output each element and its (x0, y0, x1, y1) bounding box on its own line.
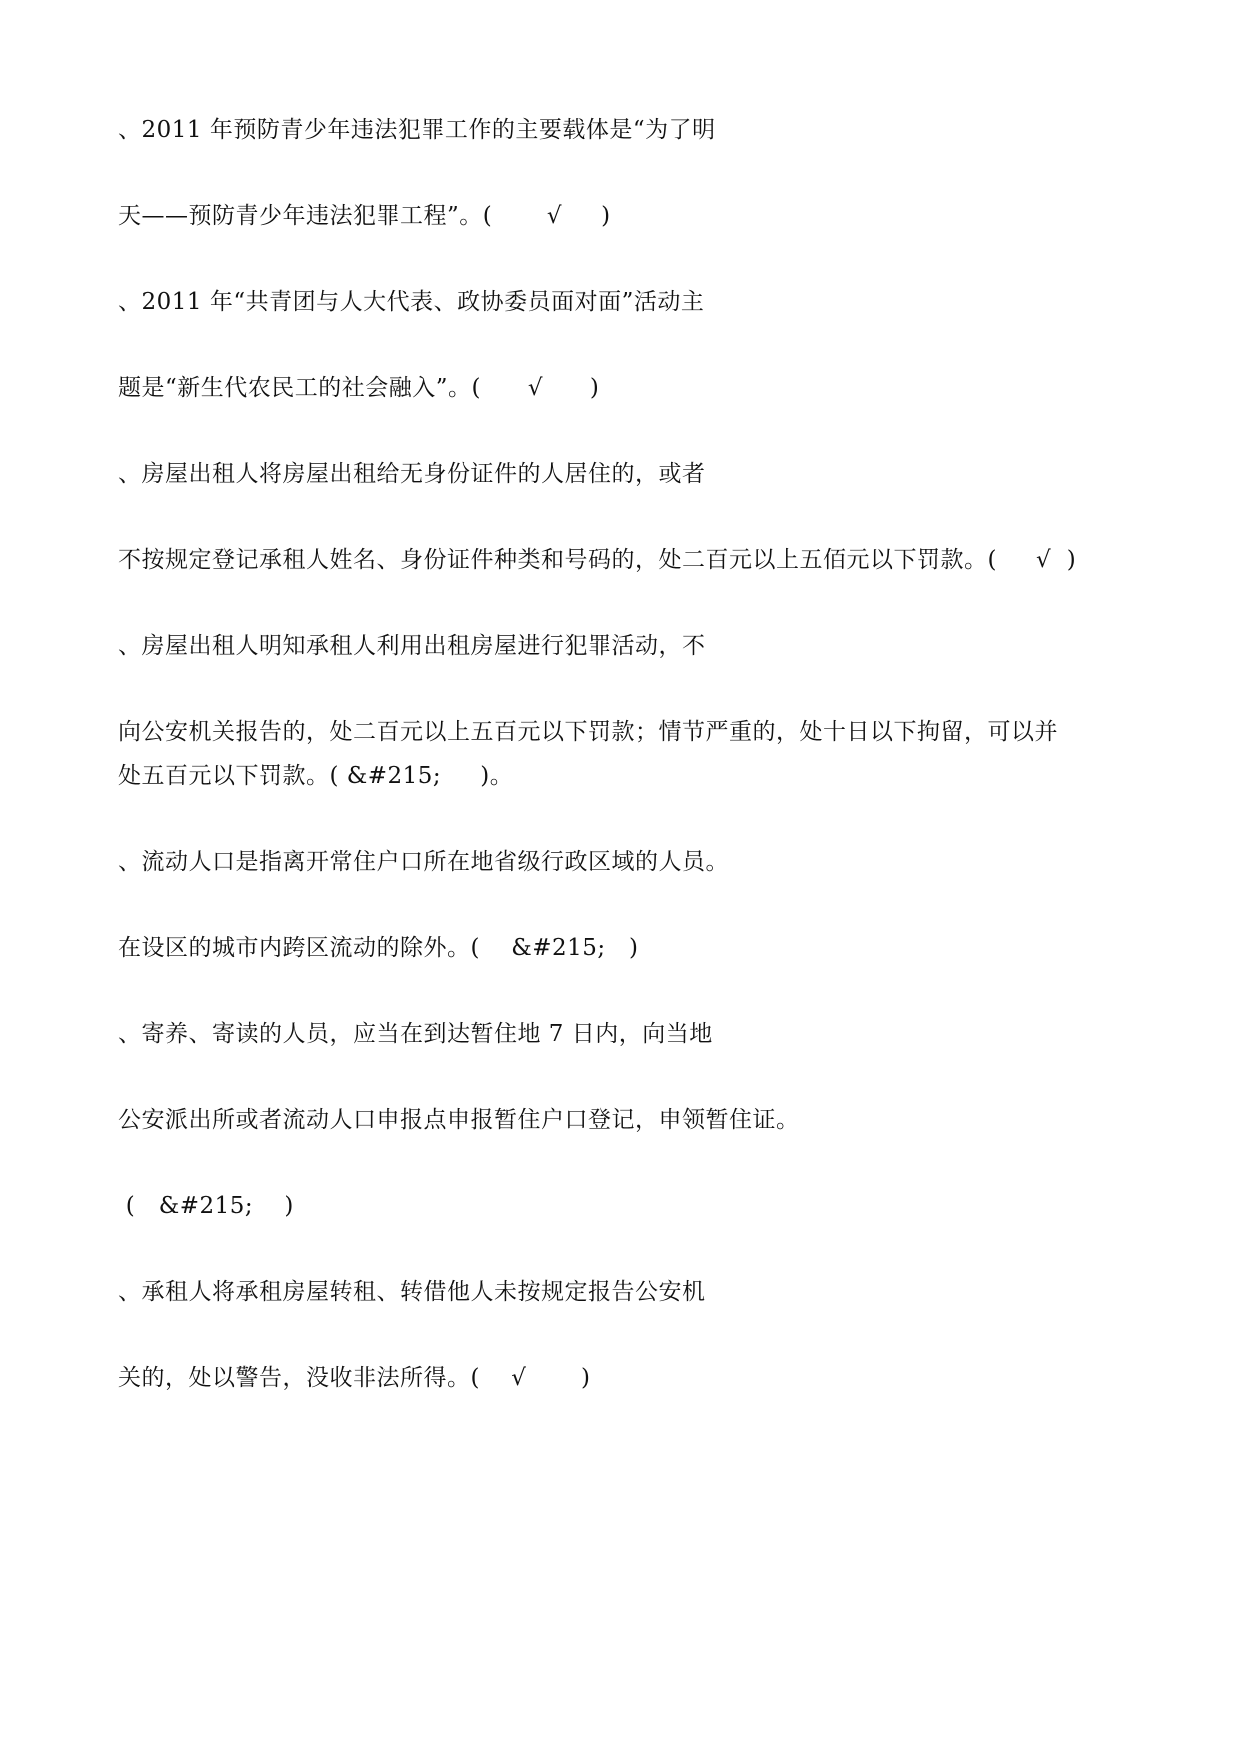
text-line: 关的，处以警告，没收非法所得。( √ ) (118, 1365, 591, 1391)
text-line: 、寄养、寄读的人员，应当在到达暂住地 7 日内，向当地 (118, 1021, 713, 1047)
text-line: 不按规定登记承租人姓名、身份证件种类和号码的，处二百元以上五佰元以下罚款。( √ ) (118, 547, 1077, 573)
text-line: 、房屋出租人明知承租人利用出租房屋进行犯罪活动，不 (118, 633, 706, 659)
text-line: 向公安机关报告的，处二百元以上五百元以下罚款；情节严重的，处十日以下拘留，可以并 (118, 719, 1058, 745)
text-line: 、2011 年预防青少年违法犯罪工作的主要载体是“为了明 (118, 117, 716, 143)
text-line: 天——预防青少年违法犯罪工程”。( √ ) (118, 203, 611, 229)
text-line: 在设区的城市内跨区流动的除外。( &#215; ) (118, 935, 639, 961)
text-line: 处五百元以下罚款。( &#215; )。 (118, 763, 514, 789)
text-line: 、承租人将承租房屋转租、转借他人未按规定报告公安机 (118, 1279, 706, 1305)
text-line: 、2011 年“共青团与人大代表、政协委员面对面”活动主 (118, 289, 705, 315)
text-line: 题是“新生代农民工的社会融入”。( √ ) (118, 375, 600, 401)
text-line: 、流动人口是指离开常住户口所在地省级行政区域的人员。 (118, 849, 729, 875)
text-line: ( &#215; ) (118, 1193, 294, 1219)
text-line: 公安派出所或者流动人口申报点申报暂住户口登记，申领暂住证。 (118, 1107, 800, 1133)
text-line: 、房屋出租人将房屋出租给无身份证件的人居住的，或者 (118, 461, 706, 487)
